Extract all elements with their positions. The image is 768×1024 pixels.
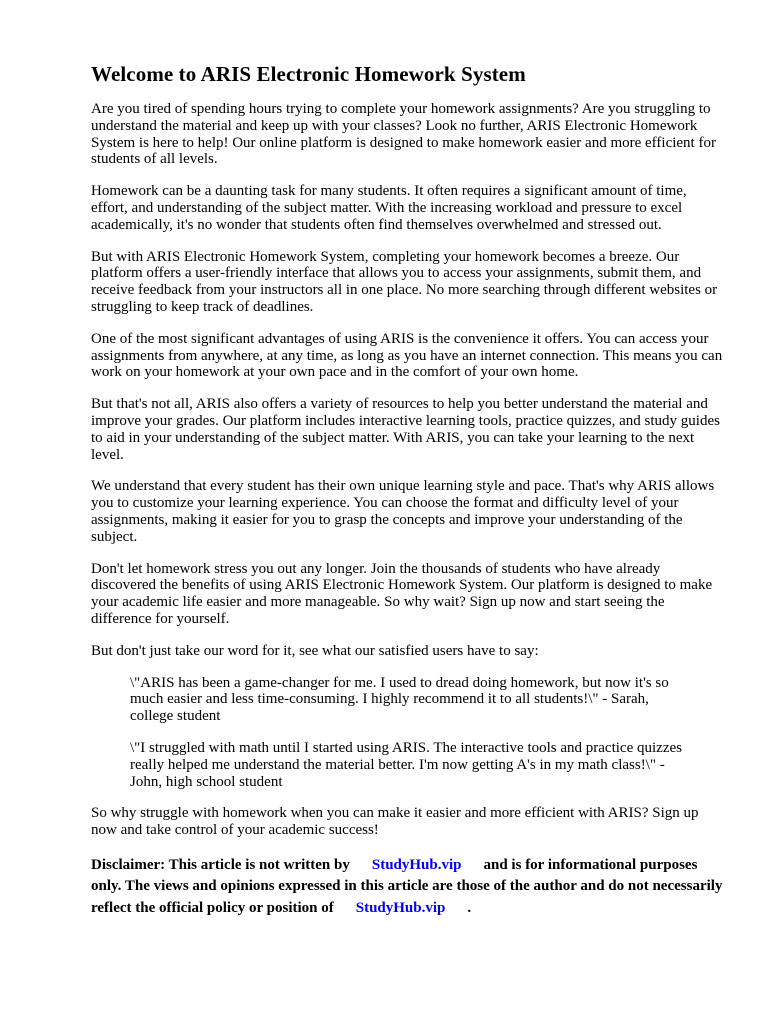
paragraph: One of the most significant advantages of using ARIS is the convenience it offers. You can access your assignments from anywhere, at any time, as long as you have an internet connection. This means you can work on your homework at your own pace and in the comfort of your own home. [91,330,723,381]
disclaimer-text: Disclaimer: This article is not written by [91,856,350,873]
testimonial-quote: \"ARIS has been a game-changer for me. I used to dread doing homework, but now it's so much easier and less time-consuming. I highly recommend it to all students!\" - Sarah, college student [130,674,669,725]
paragraph: Don't let homework stress you out any longer. Join the thousands of students who have already discovered the benefits of using ARIS Electronic Homework System. Our platform is designed to make your academic life easier and more manageable. So why wait? Sign up now and start seeing the difference for yourself. [91,560,713,627]
page-title: Welcome to ARIS Electronic Homework System [91,62,526,86]
paragraph: We understand that every student has their own unique learning style and pace. That's why ARIS allows you to customize your learning experience. You can choose the format and difficulty level of your assignments, making it easier for you to grasp the concepts and improve your understanding of the subject. [91,478,715,545]
disclaimer [91,855,727,920]
studyhub-link[interactable]: StudyHub.vip [355,899,446,916]
paragraph: But with ARIS Electronic Homework System, completing your homework becomes a breeze. Our platform offers a user-friendly interface that allows you to access your assignments, submit them, and receive feedback from your instructors all in one place. No more searching through different websites or struggling to keep track of deadlines. [91,248,718,315]
closing-paragraph: So why struggle with homework when you can make it easier and more efficient with ARIS? Sign up now and take control of your academic success! [91,805,699,839]
disclaimer-text: and is for informational purposes only. The views and opinions expressed in this article are those of the author and do not necessarily reflect the official policy or position of [91,856,723,916]
paragraph: Homework can be a daunting task for many students. It often requires a significant amount of time, effort, and understanding of the subject matter. With the increasing workload and pressure to excel academically, it's no wonder that students often find themselves overwhelmed and stressed out. [91,183,687,233]
disclaimer-period: . [467,899,472,916]
studyhub-link[interactable]: StudyHub.vip [371,856,462,873]
paragraph: But that's not all, ARIS also offers a variety of resources to help you better understand the material and improve your grades. Our platform includes interactive learning tools, practice quizzes, and study guides to aid in your understanding of the subject matter. With ARIS, you can take your learning to the next level. [91,396,720,463]
article [91,62,727,934]
testimonial-quote: \"I struggled with math until I started using ARIS. The interactive tools and practice quizzes really helped me understand the material better. I'm now getting A's in my math class!\" - John, high school student [130,739,682,790]
paragraph: Are you tired of spending hours trying to complete your homework assignments? Are you struggling to understand the material and keep up with your classes? Look no further, ARIS Electronic Homework System is here to help! Our online platform is designed to make homework easier and more efficient for students of all levels. [91,101,716,168]
paragraph: But don't just take our word for it, see what our satisfied users have to say: [91,642,539,659]
